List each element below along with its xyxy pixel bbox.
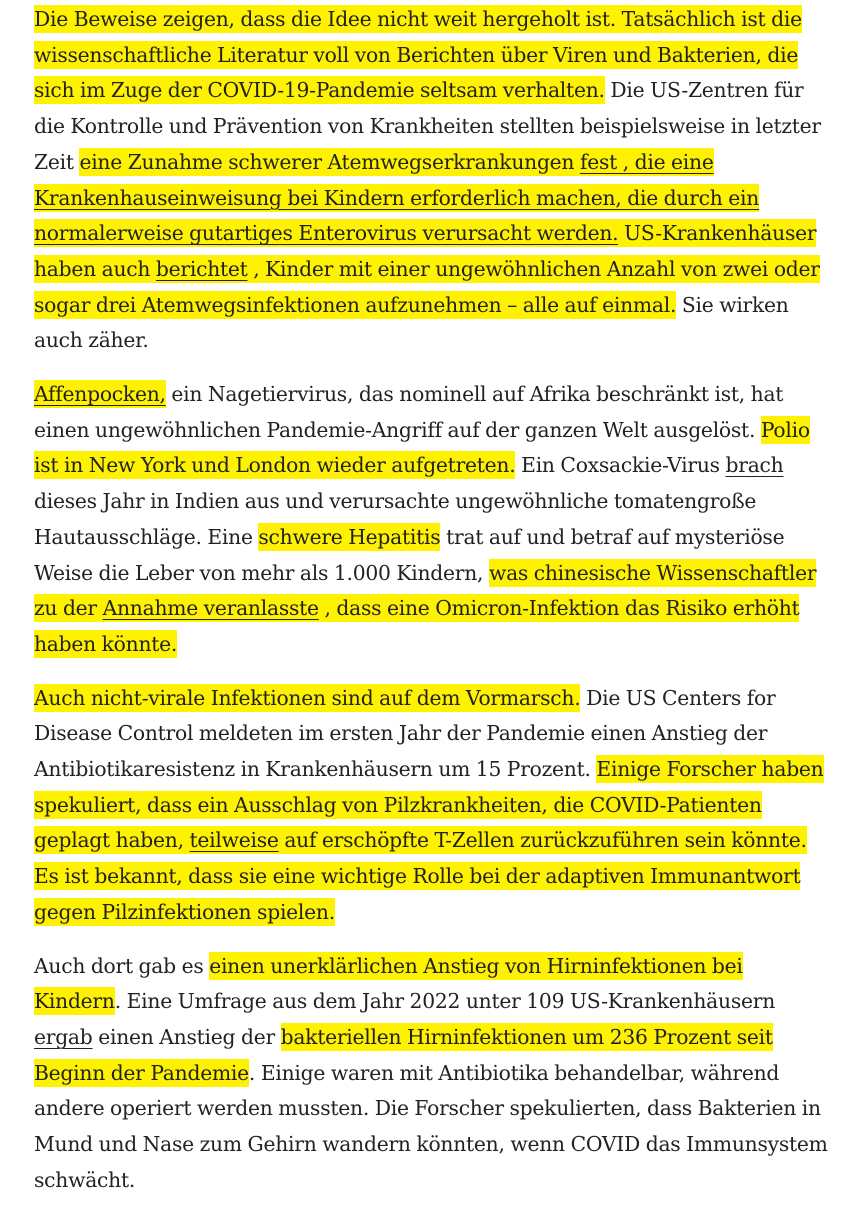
link-affenpocken[interactable]: Affenpocken, xyxy=(34,382,166,407)
link-annahme-veranlasste[interactable]: Annahme veranlasste xyxy=(102,596,319,621)
paragraph-2 xyxy=(34,377,834,663)
highlight-text: was chinesische Wissenschaftler zu der xyxy=(34,560,817,621)
body-text: dieses Jahr in Indien aus und verursachte ungewöhnliche tomatengroße Hautausschläge. Eine xyxy=(34,489,757,549)
link-berichtet[interactable]: berichtet xyxy=(155,256,248,281)
highlight-text: , Kinder mit einer ungewöhnlichen Anzahl von zwei oder sogar drei Atemwegsinfektionen aufzunehmen – alle auf einmal. xyxy=(34,256,820,317)
body-text: . Einige waren mit Antibiotika behandelbar, während andere operiert werden mussten. Die Forscher spekulierten, dass Bakterien in Mund und Nase zum Gehirn wandern könnten, wenn COVID das Immunsystem schwächt. xyxy=(34,1060,828,1192)
highlight-text: Die Beweise zeigen, dass die Idee nicht weit hergeholt ist. Tatsächlich ist die wissenschaftliche Literatur voll von Berichten über Viren und Bakterien, die sich im Zuge der COVID-19-Pandemie seltsam verhalten. xyxy=(34,7,802,103)
highlight-text: auf erschöpfte T-Zellen zurückzuführen sein könnte. Es ist bekannt, dass sie eine wichtige Rolle bei der adaptiven Immunantwort gegen Pilzinfektionen spielen. xyxy=(34,828,807,924)
highlight-text: Auch nicht-virale Infektionen sind auf dem Vormarsch. xyxy=(34,685,581,710)
paragraph-4 xyxy=(34,949,834,1199)
link-fest[interactable]: fest , die eine Krankenhauseinweisung bei Kindern erforderlich machen, die durch ein normalerweise gutartiges Enterovirus verursacht werden. xyxy=(34,149,760,246)
link-ergab[interactable]: ergab xyxy=(34,1024,93,1049)
highlight-text: Einige Forscher haben spekuliert, dass ein Ausschlag von Pilzkrankheiten, die COVID-Patienten geplagt haben, xyxy=(34,757,824,853)
paragraph-1 xyxy=(34,2,834,359)
body-text: Die US Centers for Disease Control meldeten im ersten Jahr der Pandemie einen Anstieg der Antibiotikaresistenz in Krankenhäusern um 15 Prozent. xyxy=(34,685,776,782)
body-text: Die US-Zentren für die Kontrolle und Prävention von Krankheiten stellten beispielsweise in letzter Zeit xyxy=(34,78,821,174)
highlight-text: bakteriellen Hirninfektionen um 236 Prozent seit Beginn der Pandemie xyxy=(34,1024,773,1085)
highlight-text: einen unerklärlichen Anstieg von Hirninfektionen bei Kindern xyxy=(34,953,743,1014)
link-teilweise[interactable]: teilweise xyxy=(189,828,279,853)
highlight-text: US-Krankenhäuser haben auch xyxy=(34,221,817,281)
link-brach[interactable]: brach xyxy=(725,453,784,478)
body-text: Ein Coxsackie-Virus xyxy=(515,453,726,478)
highlight-text: , dass eine Omicron-Infektion das Risiko erhöht haben könnte. xyxy=(34,596,800,656)
highlight-text: Polio ist in New York und London wieder aufgetreten. xyxy=(34,417,810,478)
highlight-text: eine Zunahme schwerer Atemwegserkrankungen xyxy=(79,149,580,174)
highlight-text: schwere Hepatitis xyxy=(258,524,441,549)
body-text: ein Nagetiervirus, das nominell auf Afrika beschränkt ist, hat einen ungewöhnlichen Pandemie-Angriff auf der ganzen Welt ausgelöst. xyxy=(34,382,784,442)
body-text: einen Anstieg der xyxy=(92,1024,281,1049)
article-body xyxy=(34,2,834,1217)
body-text: Sie wirken auch zäher. xyxy=(34,292,789,353)
body-text: . Eine Umfrage aus dem Jahr 2022 unter 109 US-Krankenhäusern xyxy=(114,989,776,1014)
body-text: Auch dort gab es xyxy=(34,953,210,978)
body-text: trat auf und betraf auf mysteriöse Weise die Leber von mehr als 1.000 Kindern, xyxy=(34,524,785,585)
paragraph-3 xyxy=(34,681,834,931)
